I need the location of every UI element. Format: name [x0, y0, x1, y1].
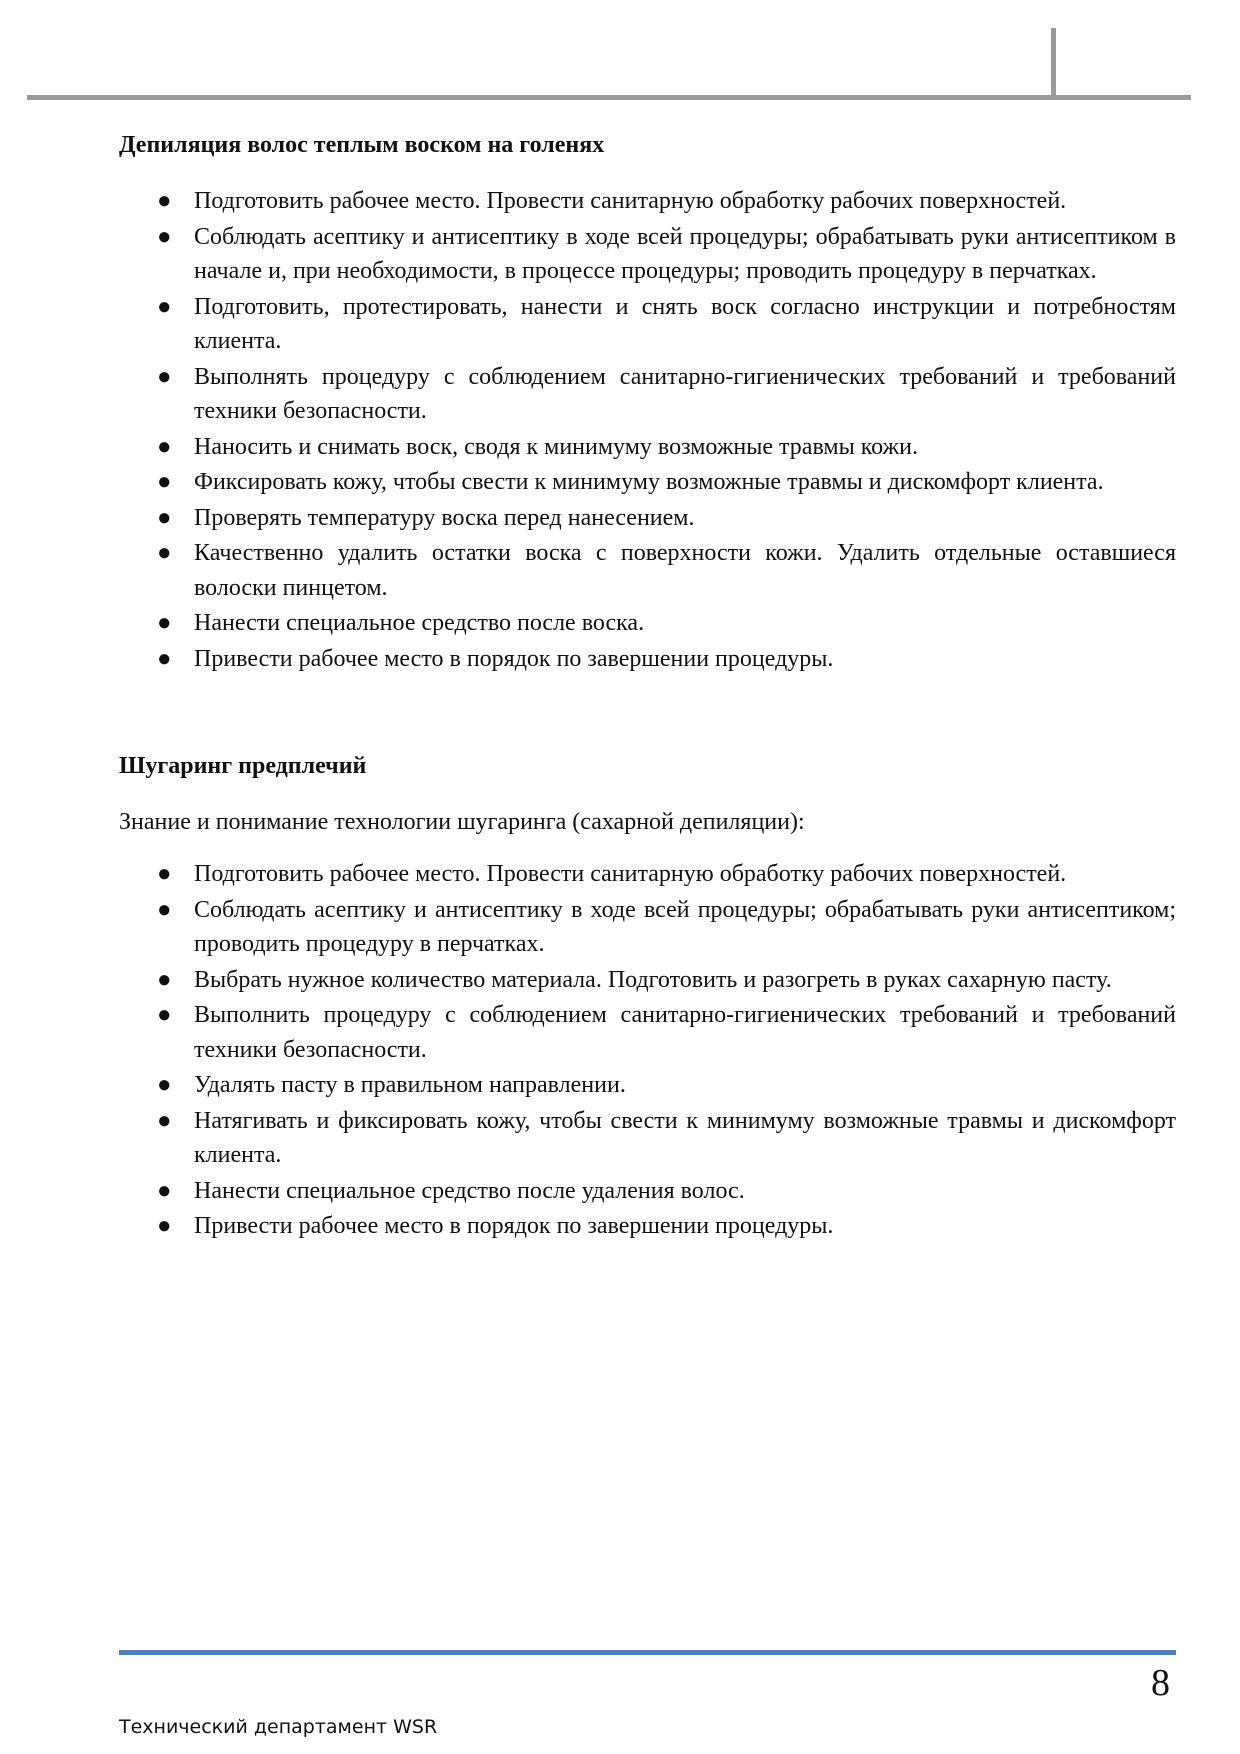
list-item-text: Проверять температуру воска перед нанесением.	[194, 504, 695, 531]
bullet-icon: ●	[157, 363, 172, 390]
list-item-text: Нанести специальное средство после воска.	[194, 610, 645, 636]
list-item-text: Подготовить рабочее место. Провести санитарную обработку рабочих поверхностей.	[194, 861, 1067, 887]
header-rule	[27, 95, 1191, 100]
bullet-icon: ●	[157, 188, 172, 214]
list-item	[119, 360, 1176, 429]
list-item	[119, 1068, 1176, 1103]
list-item	[119, 465, 1176, 500]
section-sugaring	[119, 749, 1176, 1244]
list-item-text: Выполнить процедуру с соблюдением санитарно-гигиенических требований и требований техники безопасности.	[194, 1002, 1176, 1063]
bullet-icon: ●	[157, 433, 172, 460]
bullet-icon: ●	[157, 1177, 172, 1204]
list-item	[119, 1209, 1176, 1244]
list-item	[119, 893, 1176, 962]
list-item-text: Натягивать и фиксировать кожу, чтобы свести к минимуму возможные травмы и дискомфорт клиента.	[194, 1107, 1176, 1168]
header-tick-mark	[1051, 28, 1056, 98]
bullet-icon: ●	[157, 1107, 172, 1134]
footer-rule	[119, 1650, 1176, 1655]
list-item-text: Соблюдать асептику и антисептику в ходе всей процедуры; обрабатывать руки антисептиком; проводить процедуру в перчатках.	[194, 896, 1176, 957]
list-item	[119, 606, 1176, 641]
bullet-icon: ●	[157, 1002, 172, 1028]
section-spacer	[119, 677, 1176, 749]
bullet-icon: ●	[157, 293, 172, 320]
bullet-icon: ●	[157, 1072, 172, 1098]
section-heading: Депиляция волос теплым воском на голенях	[119, 132, 605, 158]
list-item-text: Наносить и снимать воск, сводя к минимуму возможные травмы кожи.	[194, 433, 918, 460]
list-item	[119, 1104, 1176, 1173]
list-item	[119, 1174, 1176, 1209]
list-item	[119, 642, 1176, 677]
list-item	[119, 998, 1176, 1067]
list-item-text: Соблюдать асептику и антисептику в ходе всей процедуры; обрабатывать руки антисептиком в начале и, при необходимости, в процессе процедуры; проводить процедуру в перчатках.	[194, 223, 1176, 284]
list-item-text: Привести рабочее место в порядок по завершении процедуры.	[194, 1213, 834, 1239]
document-body	[119, 128, 1176, 1245]
list-item-text: Привести рабочее место в порядок по завершении процедуры.	[194, 645, 834, 672]
section-heading: Шугаринг предплечий	[119, 753, 367, 779]
list-item	[119, 290, 1176, 359]
list-item-text: Выбрать нужное количество материала. Подготовить и разогреть в руках сахарную пасту.	[194, 966, 1112, 993]
footer-department: Технический департамент WSR	[119, 1716, 438, 1738]
bullet-icon: ●	[157, 861, 172, 887]
list-item	[119, 184, 1176, 219]
bullet-icon: ●	[157, 1213, 172, 1239]
bullet-icon: ●	[157, 966, 172, 993]
requirements-list	[119, 184, 1176, 676]
page-number: 8	[1151, 1662, 1170, 1704]
list-item	[119, 536, 1176, 605]
list-item-text: Подготовить рабочее место. Провести санитарную обработку рабочих поверхностей.	[194, 188, 1067, 214]
list-item-text: Удалять пасту в правильном направлении.	[194, 1072, 626, 1098]
bullet-icon: ●	[157, 645, 172, 672]
requirements-list	[119, 857, 1176, 1244]
bullet-icon: ●	[157, 610, 172, 636]
list-item	[119, 963, 1176, 998]
list-item	[119, 430, 1176, 465]
section-waxing	[119, 128, 1176, 676]
bullet-icon: ●	[157, 223, 172, 250]
bullet-icon: ●	[157, 504, 172, 531]
section-intro: Знание и понимание технологии шугаринга (сахарной депиляции):	[119, 809, 805, 835]
list-item-text: Фиксировать кожу, чтобы свести к минимуму возможные травмы и дискомфорт клиента.	[194, 469, 1104, 495]
list-item-text: Качественно удалить остатки воска с поверхности кожи. Удалить отдельные оставшиеся волоски пинцетом.	[194, 540, 1176, 601]
list-item	[119, 501, 1176, 536]
bullet-icon: ●	[157, 896, 172, 923]
list-item	[119, 220, 1176, 289]
list-item	[119, 857, 1176, 892]
list-item-text: Подготовить, протестировать, нанести и снять воск согласно инструкции и потребностям клиента.	[194, 293, 1176, 354]
list-item-text: Нанести специальное средство после удаления волос.	[194, 1177, 745, 1204]
bullet-icon: ●	[157, 469, 172, 495]
bullet-icon: ●	[157, 540, 172, 566]
list-item-text: Выполнять процедуру с соблюдением санитарно-гигиенических требований и требований техники безопасности.	[194, 363, 1176, 424]
